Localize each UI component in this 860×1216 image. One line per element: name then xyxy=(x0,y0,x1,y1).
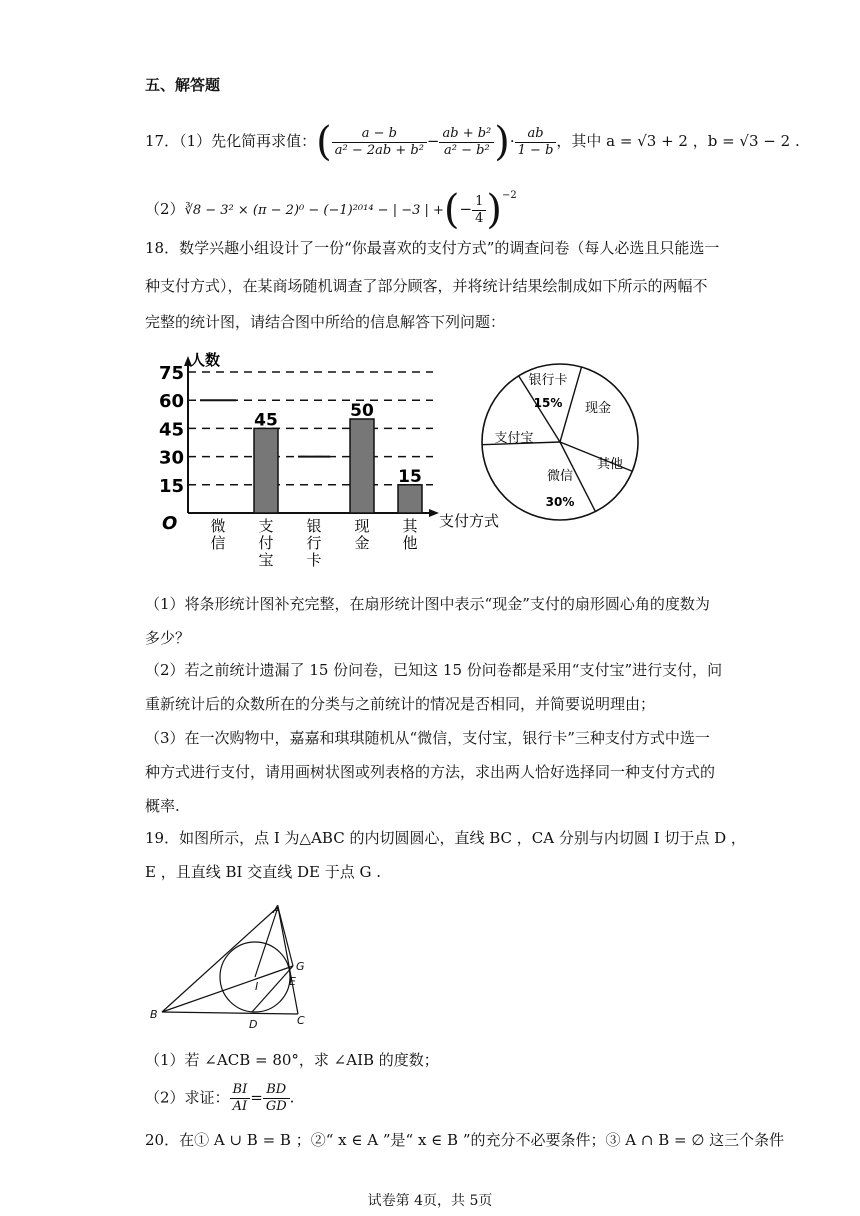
q17-condition: ，其中 a = √3 + 2 ，b = √3 − 2 . xyxy=(556,132,800,150)
y-tick-label: 30 xyxy=(158,447,184,469)
q18-sub3-line-1: （3）在一次购物中，嘉嘉和琪琪随机从“微信，支付宝，银行卡”三种支付方式中选一 xyxy=(145,729,710,747)
x-tick-label: 卡 xyxy=(306,551,322,569)
q19-line-1: 19．如图所示，点 I 为△ABC 的内切圆圆心，直线 BC ，CA 分别与内切圆 I 切于点 D ， xyxy=(145,829,746,847)
q17-part2-exponent: −2 xyxy=(501,190,517,201)
side-bc xyxy=(162,1012,298,1014)
slice-label: 微信 xyxy=(546,469,574,484)
q17-fraction-1: $\frac{a - b}{\text{a² − 2ab + b²}}$ xyxy=(332,126,427,159)
label-i: I xyxy=(255,980,259,993)
line-bg xyxy=(162,966,293,1012)
q19-sub2 xyxy=(145,1082,294,1115)
slice-label: 其他 xyxy=(596,457,624,472)
equals-sign: = xyxy=(250,1088,263,1107)
label-g: G xyxy=(296,960,305,973)
left-paren: ( xyxy=(316,119,332,165)
pie-chart xyxy=(478,358,648,528)
geometry-figure xyxy=(145,900,320,1035)
bar-data-label: 15 xyxy=(398,466,422,487)
q18-sub1-line-1: （1）将条形统计图补充完整，在扇形统计图中表示“现金”支付的扇形圆心角的度数为 xyxy=(145,595,710,613)
q17-part2-expr: ∛8 − 3² × (π − 2)⁰ − (−1)²⁰¹⁴ − | −3 | + xyxy=(184,203,444,218)
q19-fraction-2: $\frac{BD}{GD}$ xyxy=(263,1082,290,1115)
bar-data-label: 50 xyxy=(350,401,374,421)
q19-sub2-prefix: （2）求证： xyxy=(145,1088,230,1107)
y-axis-label: 人数 xyxy=(190,351,221,369)
x-tick-label: 银 xyxy=(306,517,322,535)
bar-data-label: 45 xyxy=(254,410,278,431)
x-tick-label: 信 xyxy=(210,534,226,552)
section-title: 五、解答题 xyxy=(145,76,221,94)
label-a: A xyxy=(273,903,281,916)
bar xyxy=(350,419,374,513)
q19-fraction-1: $\frac{BI}{AI}$ xyxy=(230,1082,251,1115)
y-tick-label: 45 xyxy=(158,419,184,441)
q17-part2-prefix: （2） xyxy=(145,200,185,218)
q18-sub1-line-2: 多少？ xyxy=(145,629,191,647)
x-tick-label: 微 xyxy=(210,517,226,535)
slice-label: 银行卡 xyxy=(528,373,568,388)
q18-sub3-line-3: 概率. xyxy=(145,797,180,815)
x-tick-label: 宝 xyxy=(258,551,274,569)
y-tick-label: 75 xyxy=(158,363,184,384)
x-axis-arrow xyxy=(429,509,439,517)
label-b: B xyxy=(150,1008,158,1021)
q18-sub3-line-2: 种方式进行支付，请用画树状图或列表格的方法，求出两人恰好选择同一种支付方式的 xyxy=(145,763,716,781)
q17-part2 xyxy=(145,187,517,233)
q17-part1 xyxy=(145,119,800,165)
slice-label: 支付宝 xyxy=(494,431,534,446)
right-paren: ) xyxy=(494,119,510,165)
origin-label: O xyxy=(162,513,178,534)
dot-sign: · xyxy=(509,132,515,150)
label-c: C xyxy=(297,1014,305,1027)
bar xyxy=(254,428,278,513)
label-e: E xyxy=(289,975,296,988)
left-paren: ( xyxy=(443,187,460,233)
slice-label: 现金 xyxy=(584,401,612,416)
q17-part2-fraction: $\frac{1}{4}$ xyxy=(472,194,486,227)
period: . xyxy=(289,1088,295,1107)
x-tick-label: 其 xyxy=(402,517,418,535)
q17-fraction-2: $\frac{\text{ab + b²}}{\text{a² − b²}}$ xyxy=(439,126,494,159)
q18-sub2-line-2: 重新统计后的众数所在的分类与之前统计的情况是否相同，并简要说明理由； xyxy=(145,695,656,713)
x-tick-label: 支 xyxy=(258,517,274,535)
minus-sign: − xyxy=(459,200,473,218)
minus-sign: − xyxy=(426,132,440,150)
page-footer: 试卷第 4页，共 5页 xyxy=(367,1193,493,1209)
q17-prefix: 17．（1）先化简再求值： xyxy=(145,132,317,150)
right-paren: ) xyxy=(486,187,502,233)
q18-line-1: 18．数学兴趣小组设计了一份“你最喜欢的支付方式”的调查问卷（每人必选且只能选一 xyxy=(145,239,720,257)
x-tick-label: 行 xyxy=(306,534,322,552)
y-tick-label: 60 xyxy=(158,391,184,413)
x-tick-label: 金 xyxy=(354,534,370,552)
label-d: D xyxy=(249,1018,258,1031)
x-tick-label: 现 xyxy=(354,517,370,535)
slice-percent-label: 15% xyxy=(533,396,563,410)
q19-sub1: （1）若 ∠ACB = 80°，求 ∠AIB 的度数； xyxy=(145,1051,439,1069)
bar xyxy=(398,485,422,513)
slice-percent-label: 30% xyxy=(545,495,575,509)
q18-line-2: 种支付方式），在某商场随机调查了部分顾客，并将统计结果绘制成如下所示的两幅不 xyxy=(145,277,708,295)
x-tick-label: 付 xyxy=(258,534,274,552)
q18-sub2-line-1: （2）若之前统计遗漏了 15 份问卷，已知这 15 份问卷都是采用“支付宝”进行支付，问 xyxy=(145,661,723,679)
q18-line-3: 完整的统计图，请结合图中所给的信息解答下列问题： xyxy=(145,313,506,331)
q19-line-2: E ，且直线 BI 交直线 DE 于点 G . xyxy=(145,863,382,881)
q20-line-1: 20．在① A ∪ B = B ；②“ x ∈ A ”是“ x ∈ B ”的充分不必要条件；③ A ∩ B = ∅ 这三个条件 xyxy=(145,1131,785,1149)
q17-fraction-3: $\frac{ab}{1 - b}$ xyxy=(515,126,557,159)
bar-chart xyxy=(150,345,500,570)
side-ac xyxy=(278,907,298,1014)
y-tick-label: 15 xyxy=(158,475,184,497)
x-tick-label: 他 xyxy=(402,534,418,552)
x-axis-label: 支付方式 xyxy=(439,512,500,530)
